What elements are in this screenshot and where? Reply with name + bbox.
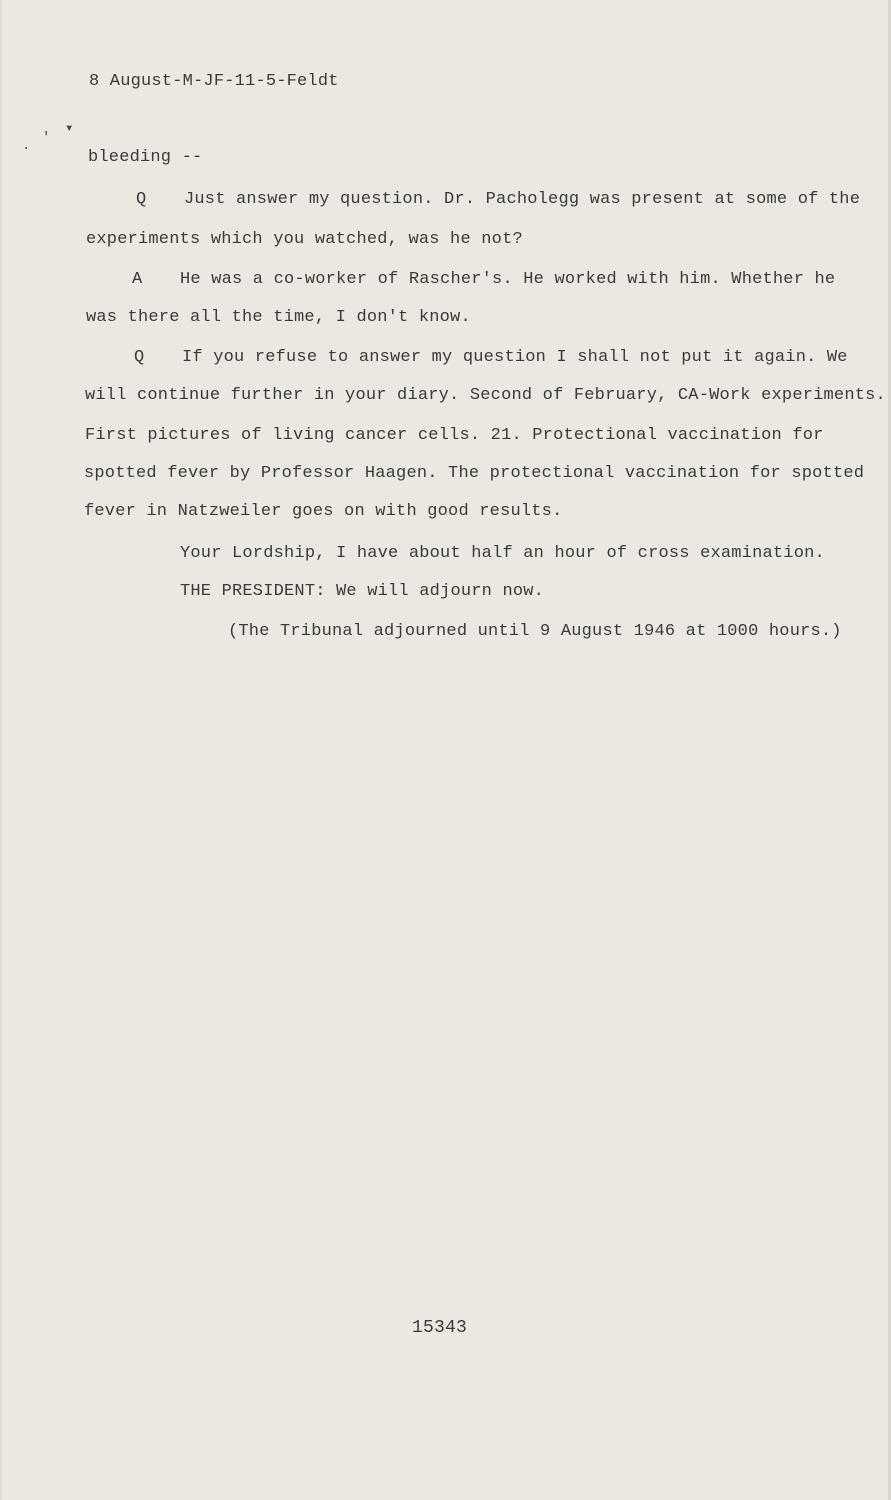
transcript-line: First pictures of living cancer cells. 21. Protectional vaccination for [85, 426, 824, 445]
transcript-line: bleeding -- [88, 148, 203, 167]
document-header: 8 August-M-JF-11-5-Feldt [89, 72, 339, 91]
transcript-line: experiments which you watched, was he not? [86, 230, 523, 249]
speaker-label: Q [136, 190, 147, 209]
transcript-line: was there all the time, I don't know. [86, 308, 471, 327]
line-text: He was a co-worker of Rascher's. He worked with him. Whether he [180, 270, 836, 289]
stray-mark: . [22, 138, 31, 154]
line-text: If you refuse to answer my question I shall not put it again. We [182, 348, 848, 367]
transcript-line [134, 348, 848, 367]
speaker-label: A [132, 270, 143, 289]
adjournment-note: (The Tribunal adjourned until 9 August 1946 at 1000 hours.) [228, 622, 842, 641]
line-text: Just answer my question. Dr. Pacholegg was present at some of the [184, 190, 861, 209]
transcript-line [136, 190, 860, 209]
stray-mark: ' [42, 130, 51, 146]
transcript-line: will continue further in your diary. Second of February, CA-Work experiments. [85, 386, 886, 405]
speaker-label: Q [134, 348, 145, 367]
transcript-line: fever in Natzweiler goes on with good results. [84, 502, 563, 521]
page-number: 15343 [412, 1318, 468, 1338]
transcript-line [132, 270, 835, 289]
stray-mark: ▾ [65, 121, 74, 137]
transcript-line: THE PRESIDENT: We will adjourn now. [180, 582, 545, 601]
transcript-line: Your Lordship, I have about half an hour of cross examination. [180, 544, 825, 563]
transcript-line: spotted fever by Professor Haagen. The protectional vaccination for spotted [84, 464, 865, 483]
